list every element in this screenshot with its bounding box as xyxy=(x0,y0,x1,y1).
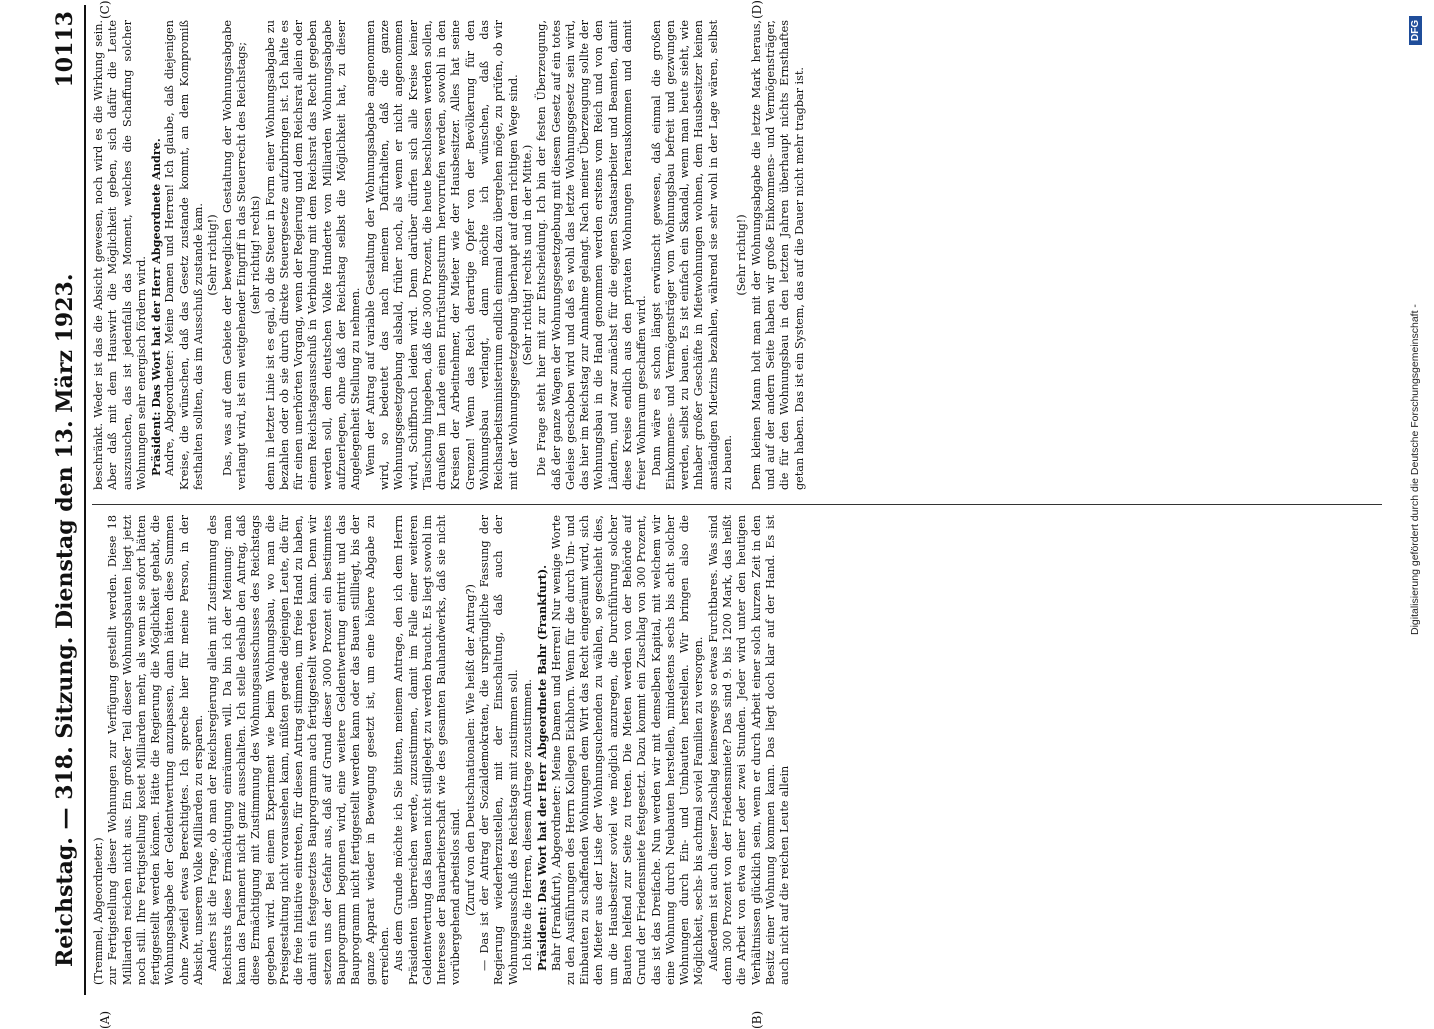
paragraph: — Das ist der Antrag der Sozialdemokraten, die ursprüngliche Fassung der Regierung wiederherzustellen, mit der Einschaltung, daß auch der Wohnungsausschuß des Reichstags mit zustimmen soll. xyxy=(478,515,520,985)
speech-andre: Andre, Abgeordneter: Meine Damen und Herren! Ich glaube, daß diejenigen Kreise, die wünschen, daß das Gesetz zustande kommt, an dem Kompromiß festhalten sollten, das im Ausschuß zustande kam. xyxy=(163,20,206,490)
paragraph: Außerdem ist auch dieser Zuschlag keineswegs so etwas Furchtbares. Was sind denn 300 Prozent von der Friedensmiete? Das sind 9. bis 1200 Mark, das heißt die Arbeit von etwa einer oder zwei Stunden. Jeder wird unter den heutigen Verhältnissen glücklich sein, wenn er durch Arbeit einer solch kurzen Zeit in den Besitz einer Wohnung kommen kann. Das liegt doch klar auf der Hand. Es ist auch nicht auf die reichen Leute allein xyxy=(706,515,792,985)
paragraph: denn in letzter Linie ist es egal, ob die Steuer in Form einer Wohnungsabgabe zu bezahlen oder ob sie durch direkte Steuergesetze aufzubringen ist. Ich halte es für einen unerhörten Vorgang, wenn der Regierung und dem Reichsrat allein oder einem Reichstagsausschuß in Verbindung mit dem Reichsrat das Recht gegeben werden soll, dem deutschen Volke Hunderte von Milliarden Wohnungsabgabe aufzuerlegen, ohne daß der Reichstag selbst die Möglichkeit hat, zu dieser Angelegenheit Stellung zu nehmen. xyxy=(263,20,363,490)
speaker-note: (Tremmel, Abgeordneter.) xyxy=(92,837,105,985)
page-number: 10113 xyxy=(52,11,78,88)
paragraph: Ich bitte die Herren, diesem Antrage zuzustimmen. xyxy=(520,679,534,971)
paragraph: Dann wäre es schon längst erwünscht gewesen, daß einmal die großen Einkommens- und Vermögensträger vom Wohnungsbau befreit und gezwungen werden, selbst zu bauen. Es ist einfach ein Skandal, wenn man heute sieht, wie Inhaber großer Geschäfte in Mietwohnungen wohnen, dem Hausbesitzer keinen anständigen Mietzins bezahlen, während sie sehr wohl in der Lage wären, selbst zu bauen. xyxy=(649,20,735,490)
interjection: (sehr richtig! rechts) xyxy=(249,195,263,315)
interjection: (Zuruf von den Deutschnationalen: Wie heißt der Antrag?) xyxy=(463,584,477,916)
paragraph: Das, was auf dem Gebiete der beweglichen Gestaltung der Wohnungsabgabe verlangt wird, ist ein weitgehender Eingriff in das Steuerrecht des Reichstags; xyxy=(220,20,248,490)
interjection: (Sehr richtig!) xyxy=(206,214,220,296)
credit-text: Digitalisierung gefördert durch die Deutsche Forschungsgemeinschaft - xyxy=(1409,304,1421,635)
margin-letter-b: (B) xyxy=(750,1010,764,1029)
speech-bahr: Bahr (Frankfurt), Abgeordneter: Meine Damen und Herren! Nur wenige Worte zu den Ausführungen des Herrn Kollegen Eichhorn. Wenn für die durch Um- und Einbauten zu schaffenden Wohnungen dem Wirt das Recht eingeräumt wird, sich den Mieter aus der Liste der Wohnungsuchenden zu wählen, so geschieht dies, um die Hausbesitzer soviel wie möglich anzuregen, die Durchführung solcher Bauten helfend zur Seite zu treten. Die Mieten werden von der Behörde auf Grund der Friedensmiete festgesetzt. Dazu kommt ein Zuschlag von 300 Prozent, das ist das Dreifache. Nun werden wir mit demselben Kapital, mit welchem wir eine Wohnung durch Neubauten herstellen, mindestens sechs bis acht solcher Wohnungen durch Ein- und Umbauten herstellen. Wir bringen also die Möglichkeit, sechs- bis achtmal soviel Familien zu versorgen. xyxy=(549,515,706,985)
left-column xyxy=(92,515,1382,985)
president-line: Präsident: Das Wort hat der Herr Abgeordnete Bahr (Frankfurt). xyxy=(535,564,550,971)
page-header xyxy=(50,5,86,995)
paragraph: Aus dem Grunde möchte ich Sie bitten, meinem Antrage, den ich dem Herrn Präsidenten überreichen werde, zuzustimmen, damit im Falle einer weiteren Geldentwertung das Bauen nicht stillgelegt zu werden braucht. Es liegt sowohl im Interesse der Bauarbeiterschaft wie des gesamten Bauhandwerks, daß sie nicht vorübergehend arbeitslos sind. xyxy=(392,515,463,985)
paragraph: zur Fertigstellung dieser Wohnungen zur Verfügung gestellt werden. Diese 18 Milliarden reichen nicht aus. Ein großer Teil dieser Wohnungsbauten liegt jetzt noch still. Ihre Fertigstellung kostet Milliarden mehr, als wenn sie sofort hätten fertiggestellt werden können. Hätte die Regierung die Möglichkeit gehabt, die Wohnungsabgabe der Geldentwertung anzupassen, dann hätten diese Summen ohne Zweifel etwas Berechtigtes. Ich spreche hier für meine Person, in der Absicht, unserem Volke Milliarden zu ersparen. xyxy=(106,515,206,985)
digitization-credit xyxy=(1405,5,1429,995)
paragraph: Dem kleinen Mann holt man mit der Wohnungsabgabe die letzte Mark heraus, und auf der andern Seite haben wir große Einkommens- und Vermögensträger, die für den Wohnungsbau in den letzten Jahren überhaupt nichts Ernsthaftes getan haben. Das ist ein System, das auf die Dauer nicht mehr tragbar ist. xyxy=(749,20,806,490)
interjection: (Sehr richtig!) xyxy=(735,214,749,296)
paragraph: Die Frage steht hier mit zur Entscheidung. Ich bin der festen Überzeugung, daß der ganze Wagen der Wohnungsgesetzgebung mit diesem Gesetz auf ein totes Geleise geschoben wird und daß es wohl das letzte Wohnungsgesetz sein wird, das hier im Reichstag zur Annahme gelangt. Nach meiner Überzeugung sollte der Wohnungsbau in die Hand genommen werden erstens vom Reich und von den Ländern, und zwar zunächst für die eigenen Staatsarbeiter und Beamten, damit diese Kreise endlich aus den privaten Wohnungen herauskommen und damit freier Wohnraum geschaffen wird. xyxy=(535,20,649,490)
dfg-logo: DFG xyxy=(1409,16,1422,45)
right-column xyxy=(92,20,1382,490)
paragraph: Wenn der Antrag auf variable Gestaltung der Wohnungsabgabe angenommen wird, so bedeutet das nach meinem Dafürhalten, daß die ganze Wohnungsgesetzgebung alsbald, früher noch, als wenn er nicht angenommen wird, Schiffbruch leiden wird. Denn darüber dürfen sich alle Kreise keiner Täuschung hingeben, daß die 3000 Prozent, die heute beschlossen werden sollen, draußen im Lande einen Entrüstungssturm hervorrufen werden, sowohl in den Kreisen der Arbeitnehmer, der Mieter wie der Hausbesitzer. Alles hat seine Grenzen! Wenn das Reich derartige Opfer von der Bevölkerung für den Wohnungsbau verlangt, dann möchte ich wünschen, daß das Reichsarbeitsministerium endlich einmal dazu übergehen möge, zu prüfen, ob wir mit der Wohnungsgesetzgebung überhaupt auf dem richtigen Wege sind. xyxy=(363,20,520,490)
paragraph: Anders ist die Frage, ob man der Reichsregierung allein mit Zustimmung des Reichsrats diese Ermächtigung einräumen will. Da bin ich der Meinung: man kann das Parlament nicht ganz ausschalten. Ich stelle deshalb den Antrag, daß diese Ermächtigung mit Zustimmung des Wohnungsausschusses des Reichstags gegeben wird. Bei einem Experiment wie beim Wohnungsbau, wo man die Preisgestaltung nicht voraussehen kann, müßten gerade diejenigen Leute, die für die freie Initiative eintreten, für diesen Antrag stimmen, um freie Hand zu haben, damit ein festgesetztes Bauprogramm auch fertiggestellt werden kann. Denn wir setzen uns der Gefahr aus, daß auf Grund dieser 3000 Prozent ein bestimmtes Bauprogramm begonnen wird, eine weitere Geldentwertung eintritt und das Bauprogramm nicht fertiggestellt werden kann oder das Bauen stillliegt, bis der ganze Apparat wieder in Bewegung gesetzt ist, um eine höhere Abgabe zu erreichen. xyxy=(206,515,391,985)
margin-letter-c: (C) xyxy=(98,0,112,19)
margin-letter-d: (D) xyxy=(750,0,764,19)
paragraph: beschränkt. Weder ist das die Absicht gewesen, noch wird es die Wirkung sein. Aber daß mit dem Hauswirt die Möglichkeit geben, sich dafür die Leute auszusuchen, das ist jedenfalls das Moment, welches die Schaffung solcher Wohnungen sehr energisch fördern wird. xyxy=(92,20,148,490)
interjection: (Sehr richtig! rechts und in der Mitte.) xyxy=(520,144,534,366)
column-divider xyxy=(92,504,1382,505)
header-title: Reichstag. — 318. Sitzung. Dienstag den 13. März 1923. xyxy=(52,273,78,967)
margin-letter-a: (A) xyxy=(98,1010,112,1029)
rotated-document-page xyxy=(50,0,1390,1029)
president-line: Präsident: Das Wort hat der Herr Abgeordnete Andre. xyxy=(149,138,164,476)
